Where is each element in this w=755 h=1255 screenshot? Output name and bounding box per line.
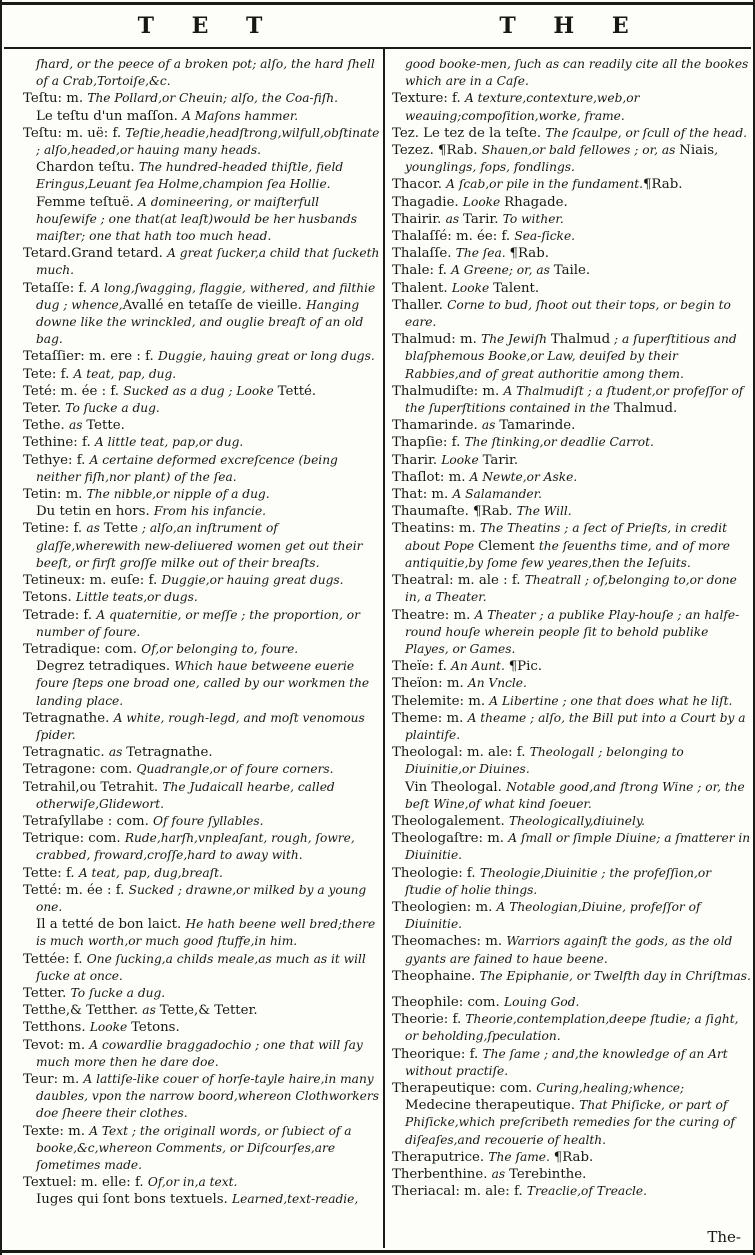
headword-text: ¶Rab. — [642, 177, 683, 193]
gloss-text: A teat, pap, dug. — [73, 366, 177, 381]
gloss-text: The nibble,or nipple of a dug. — [86, 487, 270, 502]
gloss-text: Learned,text-readie, — [232, 1192, 359, 1207]
headword-text: Tetrade: f. — [23, 607, 97, 623]
headword-text: Thelemite: m. — [392, 693, 490, 709]
dictionary-entry — [23, 916, 380, 950]
gloss-text: Looke — [462, 194, 505, 209]
dictionary-entry — [23, 813, 380, 830]
headword-text: Tezez. ¶Rab. — [392, 143, 482, 159]
gloss-text: The ſcaulpe, or ſcull of the head. — [545, 125, 747, 140]
gloss-text: Little teats,or dugs. — [75, 590, 198, 605]
headword-text: Tettée: f. — [23, 951, 87, 967]
gloss-text: A quaternitie, or meſſe ; the proportion, or number of foure. — [36, 607, 360, 639]
dictionary-entry — [392, 1046, 751, 1080]
dictionary-entry — [23, 108, 380, 125]
gloss-text: A Newte,or Aske. — [469, 469, 578, 484]
dictionary-entry — [392, 331, 751, 383]
column-left — [23, 56, 380, 1247]
headword-text: Du tetin en hors. — [36, 504, 154, 520]
dictionary-entry — [392, 744, 751, 778]
headword-text: Thalaſſe. — [392, 246, 456, 262]
gloss-text: A ſcab,or pile in the fundament. — [446, 177, 643, 192]
gloss-text: The Jewiſh — [481, 332, 551, 347]
gloss-text: One ſucking,a childs meale,as much as it will ſucke at once. — [36, 951, 366, 983]
headword-text: Theologal: m. ale: f. — [392, 745, 530, 761]
gloss-text: ; alſo,an inſtrument of glaſſe,wherewith new-deliuered women get out their beeſt, or firſt groſſe milke out of their breaſts. — [36, 521, 363, 570]
gloss-text: The ſame. — [488, 1149, 554, 1164]
headword-text: Tetthons. — [23, 1020, 90, 1036]
gloss-text: The Judaicall hearbe, called otherwiſe,Glidewort. — [36, 779, 335, 811]
headword-text: Tetons. — [131, 1020, 180, 1036]
dictionary-entry — [392, 90, 751, 124]
headword-text: Theriacal: m. ale: f. — [392, 1184, 527, 1200]
headword-text: Taile. — [553, 263, 591, 279]
headword-text: Theologalement. — [392, 813, 509, 829]
headword-text: Theme: m. — [392, 710, 468, 726]
gloss-text: ; a ſuperſtitious and blaſphemous Booke,or Law, deuiſed by their Rabbies,and of great authoritie among them. — [405, 332, 737, 381]
headword-text: Tamarinde. — [499, 418, 576, 434]
gloss-text: Looke — [89, 1020, 132, 1035]
gloss-text: A Thalmudiſt ; a ſtudent,or profeſſor of the ſuperſtitions contained in the — [405, 383, 744, 416]
headword-text: Teté: m. ée : f. — [23, 383, 124, 399]
dictionary-entry — [23, 710, 380, 744]
dictionary-entry — [392, 572, 751, 606]
gloss-text: A Text ; the originall words, or ſubiect of a booke,&c,whereon Comments, or Diſcourſes,are ſometimes made. — [36, 1123, 352, 1172]
gloss-text: A white, rough-legd, and moſt venomous ſpider. — [36, 710, 365, 742]
gloss-text: A Salamander. — [452, 487, 542, 502]
headword-text: Theologien: m. — [392, 899, 497, 915]
top-rule — [2, 2, 753, 5]
headword-text: Thalmudiſte: m. — [392, 383, 504, 399]
headword-text: Tetthe,& Tetther. — [23, 1003, 143, 1019]
gloss-text: That Phiſicke, or part of Phiſicke,which preſcribeth remedies for the curing of diſeaſes,and recouerie of health. — [405, 1098, 735, 1147]
gloss-text: as — [142, 1003, 160, 1018]
gloss-text: Of foure ſyllables. — [153, 813, 264, 828]
dictionary-entry — [392, 228, 751, 245]
gloss-text: Of,or in,a text. — [147, 1175, 238, 1190]
dictionary-entry — [392, 1097, 751, 1149]
gloss-text: From his infancie. — [153, 504, 267, 519]
headword-text: Tetineux: m. euſe: f. — [23, 573, 162, 589]
dictionary-entry — [23, 348, 380, 365]
gloss-text: Treaclie,of Treacle. — [526, 1184, 647, 1199]
dictionary-entry — [23, 400, 380, 417]
headword-text: Tetragone: com. — [23, 762, 137, 778]
bottom-rule — [2, 1250, 753, 1253]
gloss-text: The Theatins ; a ſect of Prieſts, in credit about Pope — [405, 521, 728, 553]
headword-text: Tetter. — [23, 985, 71, 1001]
gloss-text: The ſea. — [455, 246, 510, 261]
gloss-text: ſhard, or the peece of a broken pot; alſo, the hard ſhell of a Crab,Tortoiſe,&c. — [36, 57, 375, 89]
headword-text: Tetradique: com. — [23, 641, 142, 657]
headword-text: Tarir. — [462, 211, 503, 227]
headword-text: Tethe. — [23, 418, 69, 434]
headword-text: Teſtu: m. uë: f. — [23, 125, 126, 141]
gloss-text: A certaine deformed excreſcence (being neither fiſh,nor plant) of the ſea. — [36, 452, 338, 484]
gloss-text: A great ſucker,a child that ſucketh much. — [36, 246, 380, 278]
headword-text: ¶Rab. — [509, 246, 549, 262]
gloss-text: Corne to bud, ſhoot out their tops, or begin to eare. — [405, 297, 731, 330]
headword-text: Thacor. — [392, 177, 447, 193]
dictionary-entry — [392, 452, 751, 469]
dictionary-entry — [392, 1011, 751, 1045]
gloss-text: A little teat, pap,or dug. — [94, 435, 244, 450]
gloss-text: Theologie,Diuinitie ; the profeſſion,or ſtudie of holie things. — [405, 865, 712, 897]
column-right — [392, 56, 751, 1247]
gloss-text: good booke-men, ſuch as can readily cite all the bookes which are in a Caſe. — [405, 57, 749, 89]
gloss-text: The Epiphanie, or Twelfth day in Chriſtmas. — [479, 968, 751, 983]
headword-text: Tetragnathe. — [23, 710, 114, 726]
dictionary-entry — [23, 1019, 380, 1036]
dictionary-entry — [392, 245, 751, 262]
headword-text: ¶Rab. — [553, 1149, 594, 1165]
headword-text: Thalmud — [550, 332, 611, 348]
gloss-text: A domineering, or maiſterfull houſewife ; one that(at leaſt)would be her husbands maiſter; one that hath too much head. — [36, 194, 357, 244]
dictionary-entry — [392, 710, 751, 744]
headword-text: Theïe: f. — [392, 659, 452, 675]
headword-text: Teter. — [23, 401, 66, 417]
headword-text: Thale: f. — [392, 263, 452, 279]
dictionary-entry — [23, 779, 380, 813]
dictionary-entry — [23, 658, 380, 710]
dictionary-entry — [392, 933, 751, 967]
headword-text: Thalmud. — [613, 401, 678, 417]
gloss-text: A long,ſwagging, flaggie, withered, and filthie dug ; whence, — [36, 280, 376, 312]
headword-text: Theatral: m. ale : f. — [392, 573, 525, 589]
headword-text: Tete: f. — [23, 366, 74, 382]
headword-text: Terebinthe. — [509, 1167, 587, 1182]
dictionary-entry — [23, 744, 380, 761]
gloss-text: A Theologian,Diuine, profeſſor of Diuinitie. — [405, 899, 701, 932]
gloss-text: A Theater ; a publike Play-houſe ; an halfe-round houſe wherein people ſit to behold publike Playes, or Games. — [405, 607, 740, 656]
headword-text: Tarir. — [482, 452, 519, 468]
gloss-text: Notable good,and ſtrong Wine ; or, the beſt Wine,of what kind ſoeuer. — [405, 779, 745, 811]
dictionary-entry — [392, 994, 751, 1011]
gloss-text: Shauen,or bald fellowes ; or, as — [481, 143, 680, 158]
headword-text: Therbenthine. — [392, 1167, 492, 1182]
headword-text: Tevot: m. — [23, 1037, 90, 1053]
headword-text: Tethye: f. — [23, 452, 90, 468]
dictionary-entry — [392, 434, 751, 451]
headword-text: Theophaine. — [392, 968, 480, 984]
gloss-text: Warriors againſt the gods, as the old gyants are fained to haue beene. — [405, 934, 733, 966]
headword-text: Thagadie. — [392, 194, 463, 210]
dictionary-entry — [23, 1071, 380, 1123]
headword-text: Tetaſſe: f. — [23, 280, 92, 296]
headword-text: Tetons. — [23, 590, 76, 606]
headword-text: Tethine: f. — [23, 435, 95, 451]
headword-text: Tetragnathe. — [126, 745, 213, 761]
headword-text: Tetrique: com. — [23, 831, 125, 847]
gloss-text: as — [86, 521, 104, 536]
headword-text: Theorique: f. — [392, 1046, 483, 1062]
gloss-text: the ſeuenths time, and of more antiquitie,by ſome few yeares,then the Ieſuits. — [405, 538, 730, 570]
headword-text: Therapeutique: com. — [392, 1080, 537, 1096]
dictionary-entry — [23, 951, 380, 985]
dictionary-entry — [392, 658, 751, 675]
headword-text: Tetin: m. — [23, 487, 87, 503]
headword-text: Tetté. — [277, 383, 317, 399]
headword-text: Thaumaſte. ¶Rab. — [392, 504, 517, 520]
dictionary-entry — [392, 899, 751, 933]
dictionary-entry — [23, 985, 380, 1002]
headword-text: Thalent. — [392, 280, 452, 296]
dictionary-entry — [23, 865, 380, 882]
running-title-right: T H E — [499, 13, 644, 39]
catchword: The- — [707, 1228, 741, 1246]
headword-text: Thaſlot: m. — [392, 469, 470, 485]
dictionary-entry — [23, 159, 380, 193]
gloss-text: Looke — [441, 452, 483, 467]
dictionary-entry — [392, 503, 751, 520]
dictionary-entry — [392, 383, 751, 417]
gloss-text: Theorie,contemplation,deepe ſtudie; a ſight, or beholding,ſpeculation. — [405, 1012, 739, 1044]
headword-text: Degrez tetradiques. — [36, 659, 175, 675]
gloss-text: A theame ; alſo, the Bill put into a Court by a plaintife. — [405, 710, 746, 742]
headword-text: Avallé en tetaſſe de vieille. — [122, 297, 307, 313]
dictionary-entry — [392, 779, 751, 813]
dictionary-entry — [23, 607, 380, 641]
headword-text: Iuges qui ſont bons textuels. — [36, 1192, 233, 1208]
gloss-text: Sea-ſicke. — [514, 229, 576, 244]
headword-text: Textuel: m. elle: f. — [23, 1175, 148, 1191]
running-title-left: T E T — [137, 13, 278, 39]
headword-text: Tetrahil,ou Tetrahit. — [23, 779, 163, 795]
dictionary-entry — [392, 262, 751, 279]
gloss-text: To ſucke a dug. — [65, 401, 160, 416]
gloss-text: The Will. — [516, 504, 572, 519]
dictionary-entry — [23, 194, 380, 246]
dictionary-entry — [392, 813, 751, 830]
dictionary-entry — [23, 417, 380, 434]
gloss-text: Duggie,or hauing great dugs. — [161, 573, 344, 588]
headword-text: Thaller. — [392, 297, 448, 313]
gloss-text: The ſtinking,or deadlie Carrot. — [464, 435, 654, 450]
dictionary-entry — [23, 761, 380, 778]
gloss-text: He hath beene well bred;there is much worth,or much good ſtuffe,in him. — [36, 917, 376, 949]
headword-text: Theïon: m. — [392, 676, 468, 692]
gloss-text: A Greene; or, as — [451, 263, 554, 278]
dictionary-entry — [392, 830, 751, 864]
gloss-text: as — [481, 418, 500, 433]
dictionary-entry — [23, 1123, 380, 1175]
headword-text: Theatre: m. — [392, 607, 475, 623]
dictionary-entry — [23, 383, 380, 400]
gloss-text: as — [68, 418, 87, 433]
dictionary-entry — [23, 520, 380, 572]
headword-text: Theatins: m. — [392, 521, 480, 537]
gloss-text: Duggie, hauing great or long dugs. — [158, 349, 375, 364]
dictionary-entry — [392, 1149, 751, 1166]
headword-text: Thalaſſé: m. ée: f. — [392, 229, 515, 245]
dictionary-entry — [392, 142, 751, 176]
dictionary-entry — [23, 125, 380, 159]
headword-text: Tette: f. — [23, 865, 79, 881]
dictionary-entry — [392, 520, 751, 572]
headword-text: Theophile: com. — [392, 994, 504, 1010]
gloss-text: as — [445, 211, 463, 226]
headword-text: Femme teſtuë. — [36, 194, 139, 210]
dictionary-entry — [392, 56, 751, 90]
dictionary-entry — [23, 1037, 380, 1071]
headword-text: Rhagade. — [504, 194, 568, 210]
dictionary-entry — [23, 486, 380, 503]
gloss-text: To ſucke a dug. — [70, 985, 166, 1000]
dictionary-entry — [392, 297, 751, 331]
dictionary-entry — [392, 125, 751, 142]
gloss-text: A texture,contexture,web,or weauing;compoſition,worke, frame. — [405, 91, 640, 123]
gloss-text: Theologall ; belonging to Diuinitie,or Diuines. — [405, 745, 684, 777]
gloss-text: The hundred-headed thiſtle, field Eringus,Leuant ſea Holme,champion ſea Hollie. — [36, 160, 344, 192]
gloss-text: A teat, pap, dug,breaſt. — [78, 865, 223, 880]
headword-text: Texte: m. — [23, 1123, 90, 1139]
gloss-text: Curing,healing;whence; — [536, 1080, 685, 1095]
column-divider — [383, 49, 385, 1248]
headword-text: Thalmud: m. — [392, 332, 482, 348]
gloss-text: Theatrall ; of,belonging to,or done in, a Theater. — [405, 573, 737, 605]
dictionary-entry — [392, 486, 751, 503]
header-rule — [4, 47, 751, 49]
gloss-text: as — [491, 1167, 510, 1181]
headword-text: Tette — [103, 521, 139, 537]
dictionary-entry — [392, 176, 751, 193]
headword-text: Theorie: f. — [392, 1012, 466, 1028]
gloss-text: A lattiſe-like couer of horſe-tayle haire,in many daubles, vpon the narrow boord,whereon Clothworkers doe ſheere their clothes. — [36, 1071, 379, 1121]
dictionary-entry — [23, 572, 380, 589]
headword-text: Thamarinde. — [392, 418, 482, 434]
dictionary-entry — [392, 1080, 751, 1097]
dictionary-entry — [23, 280, 380, 349]
headword-text: Tette,& Tetter. — [159, 1003, 258, 1019]
dictionary-entry — [23, 434, 380, 451]
dictionary-entry — [392, 1166, 751, 1183]
headword-text: Tetard.Grand tetard. — [23, 246, 168, 262]
gloss-text: A Maſons hammer. — [182, 108, 299, 123]
gloss-text: Theologically,diuinely. — [508, 813, 646, 828]
headword-text: Tetine: f. — [23, 521, 87, 537]
headword-text: Tez. Le tez de la teſte. — [392, 125, 546, 141]
gloss-text: Hanging downe like the wrinckled, and ouglie breaſt of an old bag. — [36, 297, 364, 347]
headword-text: Vin Theologal. — [405, 779, 507, 795]
gloss-text: A cowardlie braggadochio ; one that will ſay much more then he dare doe. — [36, 1037, 363, 1069]
gloss-text: , younglings, fops, fondlings. — [405, 143, 719, 175]
dictionary-entry — [392, 469, 751, 486]
gloss-text: To wither. — [502, 211, 564, 226]
dictionary-entry — [392, 280, 751, 297]
headword-text: That: m. — [392, 487, 453, 503]
gloss-text: Louing God. — [503, 994, 580, 1009]
dictionary-entry — [23, 1002, 380, 1019]
headword-text: Tetaſſier: m. ere : f. — [23, 349, 158, 365]
gloss-text: Sucked ; drawne,or milked by a young one. — [36, 882, 367, 914]
dictionary-entry — [23, 830, 380, 864]
dictionary-entry — [23, 1174, 380, 1191]
gloss-text: Which haue betweene euerie foure ſteps one broad one, called by our workmen the landing place. — [36, 659, 370, 708]
gloss-text: A Libertine ; one that does what he liſt. — [489, 693, 733, 708]
headword-text: Theologie: f. — [392, 865, 480, 881]
headword-text: Il a tetté de bon laict. — [36, 917, 186, 933]
headword-text: Theologaſtre: m. — [392, 831, 509, 847]
dictionary-entry — [23, 245, 380, 279]
dictionary-entry — [392, 865, 751, 899]
dictionary-entry — [23, 589, 380, 606]
headword-text: Theraputrice. — [392, 1149, 489, 1165]
headword-text: Medecine therapeutique. — [405, 1098, 580, 1114]
dictionary-entry — [23, 882, 380, 916]
dictionary-entry — [23, 90, 380, 107]
gloss-text: An Vncle. — [467, 676, 527, 691]
dictionary-entry — [392, 968, 751, 985]
headword-text: Thapſie: f. — [392, 435, 465, 451]
gloss-text: An Aunt. — [451, 659, 509, 674]
headword-text: Talent. — [493, 280, 540, 296]
dictionary-entry — [23, 452, 380, 486]
dictionary-entry — [23, 503, 380, 520]
dictionary-entry — [23, 1191, 380, 1208]
gloss-text: Teſtie,headie,headſtrong,wilfull,obſtinate ; alſo,headed,or hauing many heads. — [36, 125, 380, 158]
headword-text: Theomaches: m. — [392, 934, 507, 950]
text-block — [2, 56, 753, 1247]
dictionary-entry — [392, 675, 751, 692]
headword-text: Tetté: m. ée : f. — [23, 882, 129, 898]
dictionary-entry — [392, 1183, 751, 1200]
headword-text: Tette. — [86, 418, 125, 434]
gloss-text: Rude,harſh,vnpleaſant, rough, ſowre, crabbed, froward,croſſe,hard to away with. — [36, 831, 355, 863]
headword-text: Teur: m. — [23, 1071, 84, 1087]
gloss-text: as — [108, 745, 127, 760]
headword-text: ¶Pic. — [508, 659, 543, 675]
dictionary-entry — [392, 194, 751, 211]
headword-text: Chardon teſtu. — [36, 160, 139, 176]
dictionary-entry — [392, 211, 751, 228]
dictionary-entry — [392, 607, 751, 659]
gloss-text: A ſmall or ſimple Diuine; a ſmatterer in Diuinitie. — [405, 831, 751, 863]
dictionary-entry — [392, 693, 751, 710]
headword-text: Clement — [477, 538, 539, 554]
headword-text: Thairir. — [392, 211, 446, 227]
headword-text: Tetragnatic. — [23, 745, 109, 761]
dictionary-entry — [23, 641, 380, 658]
headword-text: Tharir. — [392, 452, 442, 468]
dictionary-entry — [23, 56, 380, 90]
gloss-text: Looke — [451, 280, 494, 295]
headword-text: Le teſtu d'un maſſon. — [36, 108, 183, 124]
gloss-text: The ſame ; and,the knowledge of an Art without practiſe. — [405, 1046, 728, 1078]
headword-text: Niais — [679, 143, 715, 159]
headword-text: Tetraſyllabe : com. — [23, 813, 154, 829]
dictionary-entry — [23, 366, 380, 383]
gloss-text: Quadrangle,or of foure corners. — [136, 762, 334, 777]
gloss-text: Of,or belonging to, foure. — [141, 641, 299, 656]
gloss-text: The Pollard,or Cheuin; alſo, the Coa-fiſh. — [87, 91, 338, 106]
headword-text: Texture: f. — [392, 91, 465, 107]
dictionary-entry — [392, 417, 751, 434]
gloss-text: Sucked as a dug ; Looke — [123, 383, 278, 398]
headword-text: Teſtu: m. — [23, 91, 88, 107]
